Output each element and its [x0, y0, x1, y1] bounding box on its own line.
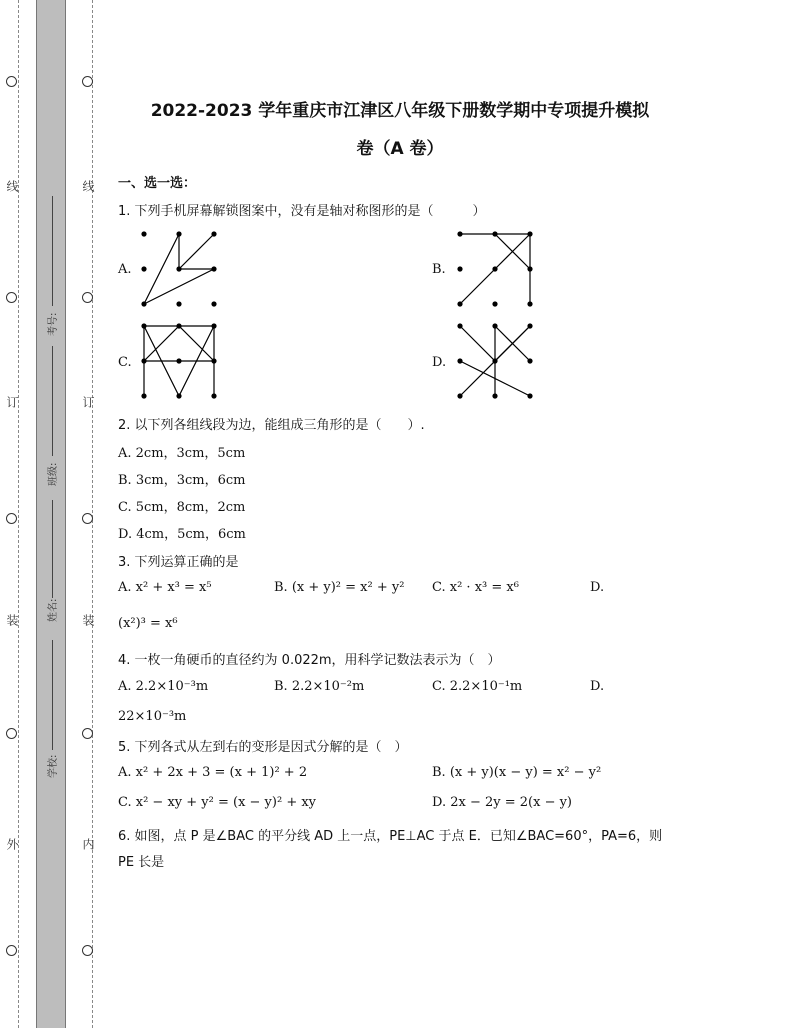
margin-char-outer: 线	[5, 180, 19, 192]
margin-char-inner: 内	[81, 838, 95, 850]
section-heading: 一、选一选：	[118, 176, 197, 191]
outer-dashed-line	[18, 0, 19, 1028]
inner-dashed-line	[92, 0, 93, 1028]
question-4-option-b[interactable]: B. 2.2×10⁻²m	[274, 679, 365, 694]
class-label: 班级:	[48, 462, 59, 486]
question-4-option-d-expression: 22×10⁻³m	[118, 709, 187, 724]
question-5-option-a[interactable]: A. x² + 2x + 3 = (x + 1)² + 2	[118, 765, 308, 780]
question-5-option-c[interactable]: C. x² − xy + y² = (x − y)² + xy	[118, 795, 317, 810]
school-line[interactable]	[52, 640, 53, 750]
question-3-option-a[interactable]: A. x² + x³ = x⁵	[118, 580, 212, 595]
binding-hole	[6, 728, 17, 739]
lock-pattern-d	[446, 314, 546, 406]
margin-char-outer: 装	[5, 614, 19, 626]
option-c-label[interactable]: C.	[118, 355, 132, 370]
question-3-option-d-expression: (x²)³ = x⁶	[118, 616, 178, 631]
lock-pattern-b	[446, 222, 546, 312]
question-2-option-a[interactable]: A. 2cm，3cm，5cm	[118, 446, 246, 461]
question-3-stem: 3. 下列运算正确的是	[118, 555, 239, 570]
binding-hole	[82, 76, 93, 87]
page-title-line2: 卷（A 卷）	[356, 139, 444, 159]
binding-hole	[6, 513, 17, 524]
lock-pattern-c	[130, 314, 230, 406]
binding-hole	[82, 945, 93, 956]
question-6-stem: 6. 如图，点 P 是∠BAC 的平分线 AD 上一点，PE⊥AC 于点 E．已知∠BAC=60°，PA=6，则	[118, 829, 663, 844]
question-6-stem-line2: PE 长是	[118, 855, 165, 870]
question-2-option-d[interactable]: D. 4cm，5cm，6cm	[118, 527, 246, 542]
question-4-stem: 4. 一枚一角硬币的直径约为 0.022m，用科学记数法表示为（ ）	[118, 653, 501, 668]
question-2-option-c[interactable]: C. 5cm，8cm，2cm	[118, 500, 246, 515]
page-title: 2022-2023 学年重庆市江津区八年级下册数学期中专项提升模拟	[150, 101, 650, 121]
question-2-option-b[interactable]: B. 3cm，3cm，6cm	[118, 473, 246, 488]
question-3-option-c[interactable]: C. x² · x³ = x⁶	[432, 580, 519, 595]
binding-band	[36, 0, 66, 1028]
binding-hole	[6, 945, 17, 956]
binding-hole	[6, 76, 17, 87]
question-4-option-d[interactable]: D.	[590, 679, 605, 694]
question-4-option-c[interactable]: C. 2.2×10⁻¹m	[432, 679, 523, 694]
binding-hole	[82, 292, 93, 303]
option-d-label[interactable]: D.	[432, 355, 447, 370]
class-line[interactable]	[52, 346, 53, 456]
margin-char-inner: 线	[81, 180, 95, 192]
margin-char-outer: 外	[5, 838, 19, 850]
school-label: 学校:	[48, 754, 59, 778]
binding-hole	[82, 728, 93, 739]
margin-char-inner: 装	[81, 614, 95, 626]
question-1-stem: 1. 下列手机屏幕解锁图案中，没有是轴对称图形的是（ ）	[118, 204, 486, 219]
question-4-option-a[interactable]: A. 2.2×10⁻³m	[118, 679, 209, 694]
binding-hole	[6, 292, 17, 303]
name-line[interactable]	[52, 500, 53, 598]
question-5-stem: 5. 下列各式从左到右的变形是因式分解的是（ ）	[118, 740, 408, 755]
question-2-stem: 2. 以下列各组线段为边，能组成三角形的是（ ）.	[118, 418, 425, 433]
margin-char-inner: 订	[81, 396, 95, 408]
question-3-option-d[interactable]: D.	[590, 580, 605, 595]
name-label: 姓名:	[48, 598, 59, 622]
question-3-option-b[interactable]: B. (x + y)² = x² + y²	[274, 580, 405, 595]
margin-char-outer: 订	[5, 396, 19, 408]
option-b-label[interactable]: B.	[432, 262, 446, 277]
binding-hole	[82, 513, 93, 524]
exam-number-line[interactable]	[52, 196, 53, 306]
exam-number-label: 考号:	[48, 312, 59, 336]
question-5-option-d[interactable]: D. 2x − 2y = 2(x − y)	[432, 795, 573, 810]
lock-pattern-a	[130, 222, 230, 312]
option-a-label[interactable]: A.	[118, 262, 132, 277]
question-5-option-b[interactable]: B. (x + y)(x − y) = x² − y²	[432, 765, 602, 780]
